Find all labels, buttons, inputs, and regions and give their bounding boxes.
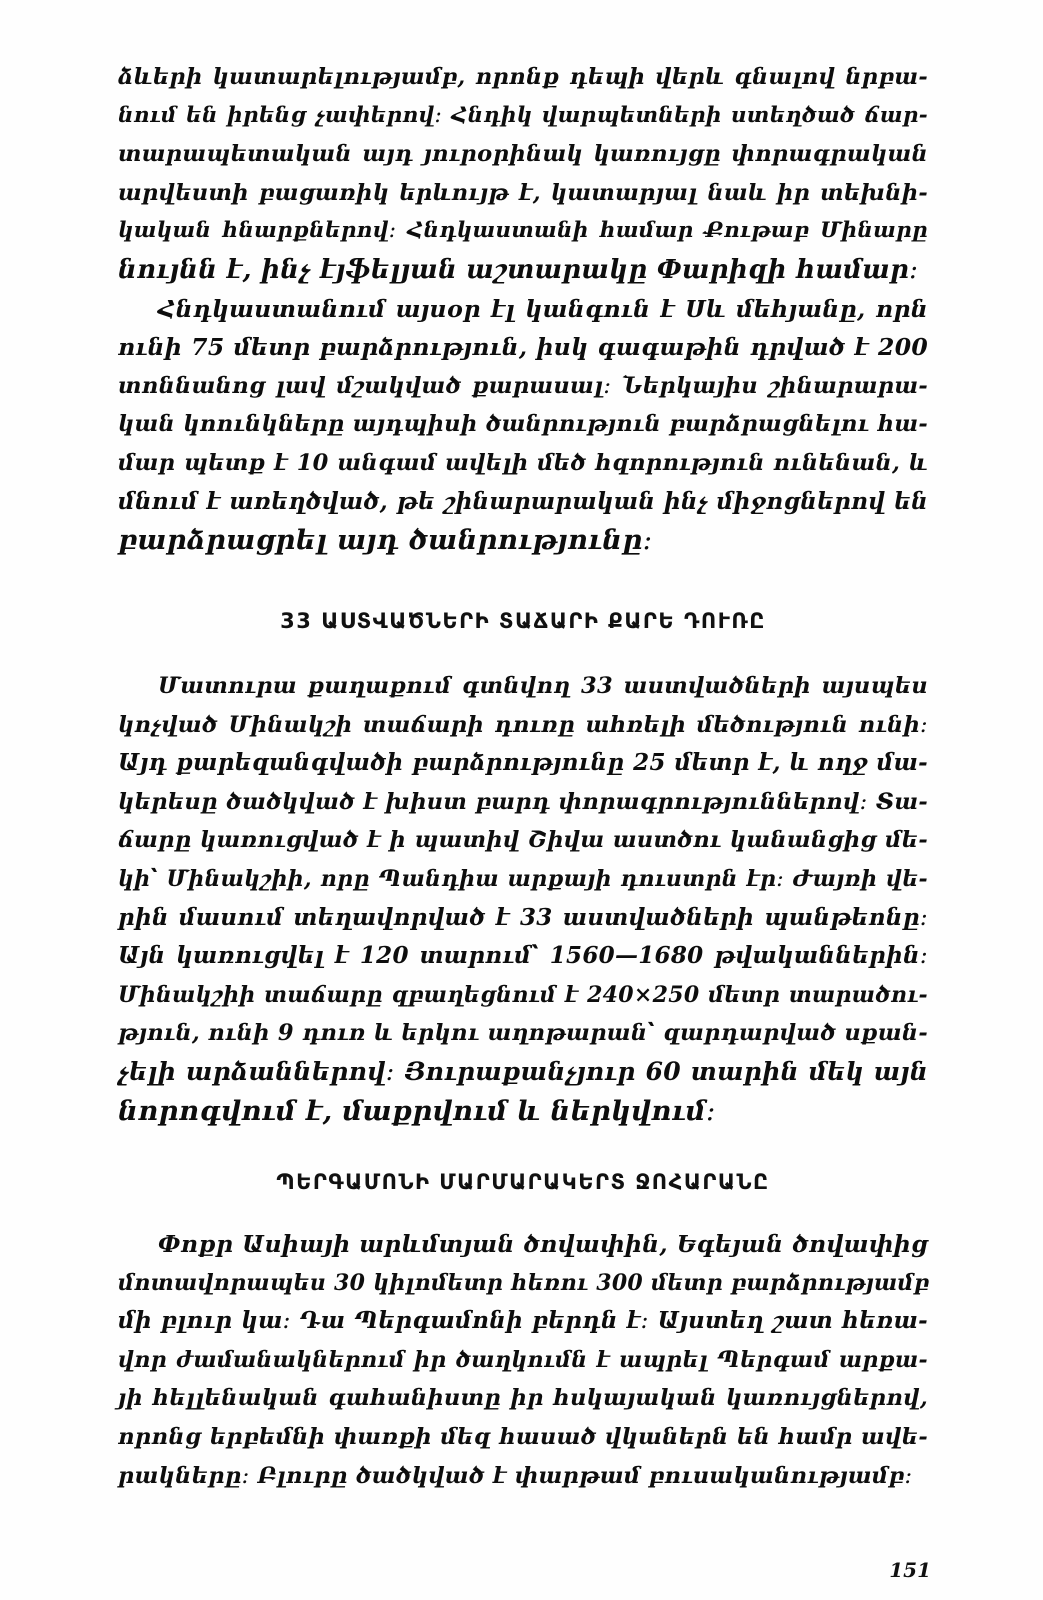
text-line: Հնդկաստանում այսօր էլ կանգուն է Սև մեհյանը, որն xyxy=(158,294,928,323)
section-heading-temple-door: 33 ԱՍՏՎԱԾՆԵՐԻ ՏԱՃԱՐԻ ՔԱՐԵ ԴՈՒՌԸ xyxy=(280,609,766,633)
text-line: կերեսը ծածկված է խիստ բարդ փորագրություններով։ Տա- xyxy=(118,788,928,815)
text-line: որոնց երբեմնի փառքի մեզ հասած վկաներն են համր ավե- xyxy=(118,1423,928,1450)
text-line: նում են իրենց չափերով։ Հնդիկ վարպետների ստեղծած ճար- xyxy=(118,102,928,128)
text-line: ճարը կառուցված է ի պատիվ Շիվա աստծու կանանցից մե- xyxy=(118,827,928,854)
text-line: Մատուրա քաղաքում գտնվող 33 աստվածների այսպես xyxy=(158,673,928,699)
text-line: բարձրացրել այդ ծանրությունը։ xyxy=(118,524,653,557)
text-line: մոտավորապես 30 կիլոմետր հեռու 300 մետր բարձրությամբ xyxy=(118,1269,930,1296)
text-line: ունի 75 մետր բարձրություն, իսկ գագաթին դրված է 200 xyxy=(118,333,928,362)
text-line: մար պետք է 10 անգամ ավելի մեծ հզորություն ունենան, և xyxy=(118,449,928,476)
text-line: Այդ քարեզանգվածի բարձրությունը 25 մետր է, և ողջ մա- xyxy=(118,749,928,777)
page-number: 151 xyxy=(889,1558,931,1582)
text-block-intro xyxy=(118,58,928,560)
section-heading-pergamon-altar: ՊԵՐԳԱՄՈՆԻ ՄԱՐՄԱՐԱԿԵՐՏ ՋՈՀԱՐԱՆԸ xyxy=(276,1170,770,1194)
text-line: կի՝ Մինակշիի, որը Պանդիա արքայի դուստրն էր։ Ժայռի վե- xyxy=(118,865,928,892)
text-line: նույնն է, ինչ էյֆելյան աշտարակը Փարիզի համար։ xyxy=(118,254,919,285)
text-line: մի բլուր կա։ Դա Պերգամոնի բերդն է։ Այստեղ շատ հեռա- xyxy=(118,1307,928,1335)
text-line: տոննանոց լավ մշակված քարասալ։ Ներկայիս շինարարա- xyxy=(118,372,928,399)
text-line: նորոգվում է, մաքրվում և ներկվում։ xyxy=(118,1094,716,1127)
text-line: յի հելլենական գահանիստը իր հսկայական կառույցներով, xyxy=(118,1385,928,1412)
text-line: վոր ժամանակներում իր ծաղկումն է ապրել Պերգամ արքա- xyxy=(118,1346,928,1373)
text-line: րին մասում տեղավորված է 33 աստվածների պանթեոնը։ xyxy=(118,903,928,931)
text-line: մնում է առեղծված, թե շինարարական ինչ միջոցներով են xyxy=(118,487,928,515)
text-line: Այն կառուցվել է 120 տարում՝ 1560—1680 թվականներին։ xyxy=(118,942,928,970)
text-line: թյուն, ունի 9 դուռ և երկու աղոթարան՝ զարդարված սքան- xyxy=(118,1020,928,1047)
text-line: տարապետական այդ յուրօրինակ կառույցը փորագրական xyxy=(118,141,928,168)
text-block-temple xyxy=(118,667,928,1130)
text-line: րակները։ Բլուրը ծածկված է փարթամ բուսականությամբ։ xyxy=(118,1462,913,1489)
text-line: կական հնարքներով։ Հնդկաստանի համար Քութաբ Մինարը xyxy=(118,218,928,244)
text-line: Փոքր Ասիայի արևմտյան ծովափին, Եգեյան ծովափից xyxy=(158,1230,928,1258)
text-line: չելի արձաններով։ Յուրաքանչյուր 60 տարին մեկ այն xyxy=(118,1056,928,1086)
text-line: կոչված Մինակշի տաճարի դուռը ահռելի մեծություն ունի։ xyxy=(118,711,928,738)
text-line: արվեստի բացառիկ երևույթ է, կատարյալ նաև իր տեխնի- xyxy=(118,179,928,206)
text-block-pergamon xyxy=(118,1225,928,1495)
text-line: Մինակշիի տաճարը զբաղեցնում է 240×250 մետր տարածու- xyxy=(118,981,928,1008)
text-line: կան կոունկները այդպիսի ծանրություն բարձրացնելու հա- xyxy=(118,411,928,438)
text-line: ձևերի կատարելությամբ, որոնք դեպի վերև գնալով նրբա- xyxy=(118,64,928,90)
